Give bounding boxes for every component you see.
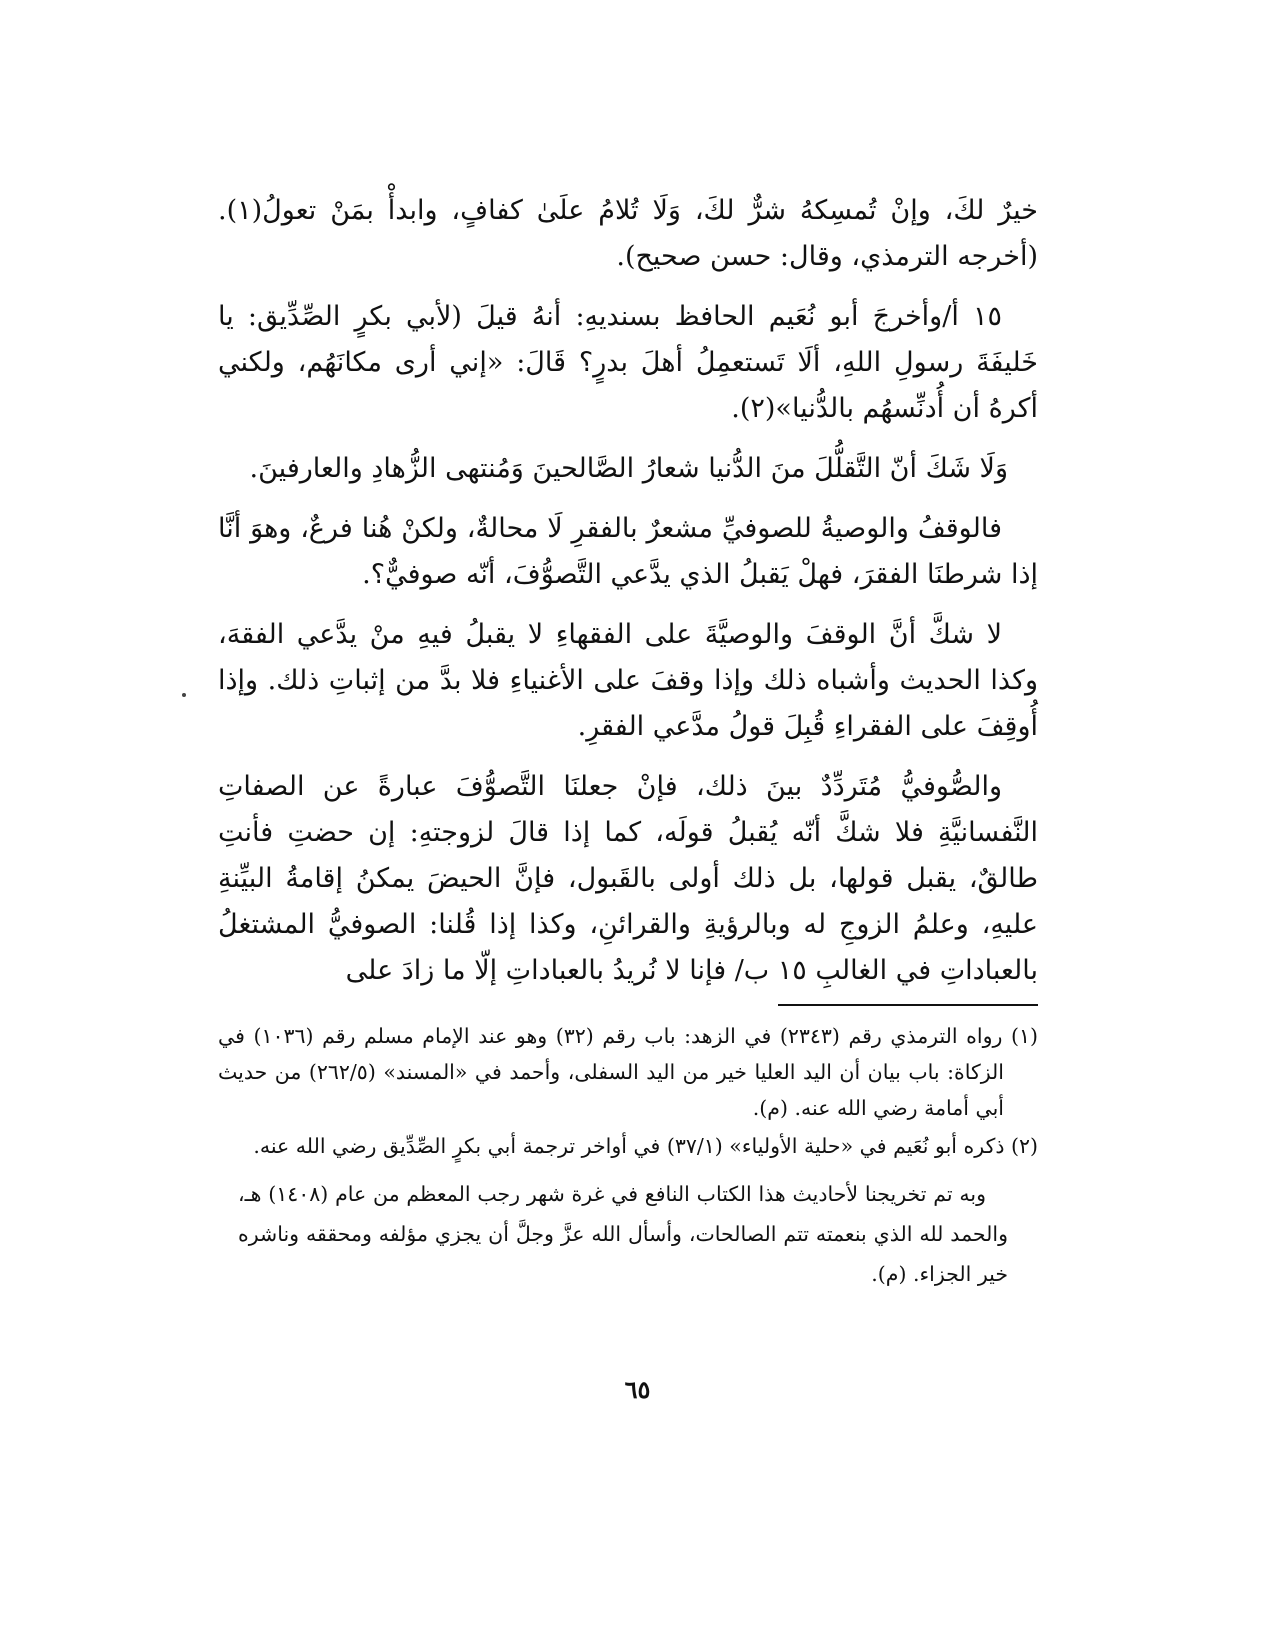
footnote-2: (٢) ذكره أبو نُعَيم في «حلية الأولياء» (٣٧/١) في أواخر ترجمة أبي بكرٍ الصِّدِّيق رضي الله عنه.	[253, 1134, 1038, 1158]
page-body	[218, 188, 1038, 1315]
footnote-1: (١) رواه الترمذي رقم (٢٣٤٣) في الزهد: باب رقم (٣٢) وهو عند الإمام مسلم رقم (١٠٣٦) في الزكاة: باب بيان أن اليد العليا خير من اليد السفلى، وأحمد في «المسند» (٢٦٢/٥) من حديث أبي أمامة رضي الله عنه. (م).	[218, 1024, 1039, 1120]
paragraph-1: خيرٌ لكَ، وإنْ تُمسِكهُ شرٌّ لكَ، وَلَا تُلامُ علَىٰ كفافٍ، وابدأْ بمَنْ تعولُ(١). (أخرجه الترمذي، وقال: حسن صحيح).	[218, 195, 1038, 272]
footnote-separator	[778, 1004, 1038, 1006]
colophon: وبه تم تخريجنا لأحاديث هذا الكتاب النافع في غرة شهر رجب المعظم من عام (١٤٠٨) هـ، والحمد لله الذي بنعمته تتم الصالحات، وأسأل الله عزَّ وجلَّ أن يجزي مؤلفه ومحققه وناشره خير الجزاء. (م).	[238, 1182, 1008, 1286]
footnotes	[218, 1018, 1038, 1164]
paragraph-5: لا شكَّ أنَّ الوقفَ والوصيَّةَ على الفقهاءِ لا يقبلُ فيهِ منْ يدَّعي الفقهَ، وكذا الحديث وأشباه ذلك وإذا وقفَ على الأغنياءِ فلا بدَّ من إثباتِ ذلك. وإذا أُوقِفَ على الفقراءِ قُبِلَ قولُ مدَّعي الفقرِ.	[218, 619, 1038, 742]
paragraph-4: فالوقفُ والوصيةُ للصوفيِّ مشعرٌ بالفقرِ لَا محالةٌ، ولكنْ هُنا فرعٌ، وهوَ أنَّا إذا شرطنَا الفقرَ، فهلْ يَقبلُ الذي يدَّعي التَّصوُّفَ، أنّه صوفيٌّ؟.	[218, 513, 1038, 590]
footnote-separator-row	[218, 1000, 1038, 1018]
paragraph-6: والصُّوفيُّ مُتَردِّدٌ بينَ ذلك، فإنْ جعلنَا التَّصوُّفَ عبارةً عن الصفاتِ النَّفسانيَّةِ فلا شكَّ أنّه يُقبلُ قولَه، كما إذا قالَ لزوجتهِ: إن حضتِ فأنتِ طالقٌ، يقبل قولها، بل ذلك أولى بالقَبول، فإنَّ الحيضَ يمكنُ إقامةُ البيِّنةِ عليهِ، وعلمُ الزوجِ له وبالرؤيةِ والقرائنِ، وكذا إذا قُلنا: الصوفيُّ المشتغلُ بالعباداتِ في الغالبِ ١٥ ب/ فإنا لا نُريدُ بالعباداتِ إلّا ما زادَ على	[218, 771, 1038, 986]
paragraph-2: ١٥ أ/وأخرجَ أبو نُعَيم الحافظ بسنديهِ: أنهُ قيلَ (لأبي بكرٍ الصِّدِّيق: يا خَليفَةَ رسولِ اللهِ، ألَا تَستعمِلُ أهلَ بدرٍ؟ قَالَ: «إني أرى مكانَهُم، ولكني أكرهُ أن أُدنِّسهُم بالدُّنيا»(٢).	[218, 301, 1038, 424]
stray-dot	[182, 693, 186, 697]
page-number: ٦٥	[624, 1375, 651, 1404]
paragraph-3: وَلَا شَكَ أنّ التَّقلُّلَ منَ الدُّنيا شعارُ الصَّالحينَ وَمُنتهى الزُّهادِ والعارفينَ.	[249, 453, 1008, 484]
